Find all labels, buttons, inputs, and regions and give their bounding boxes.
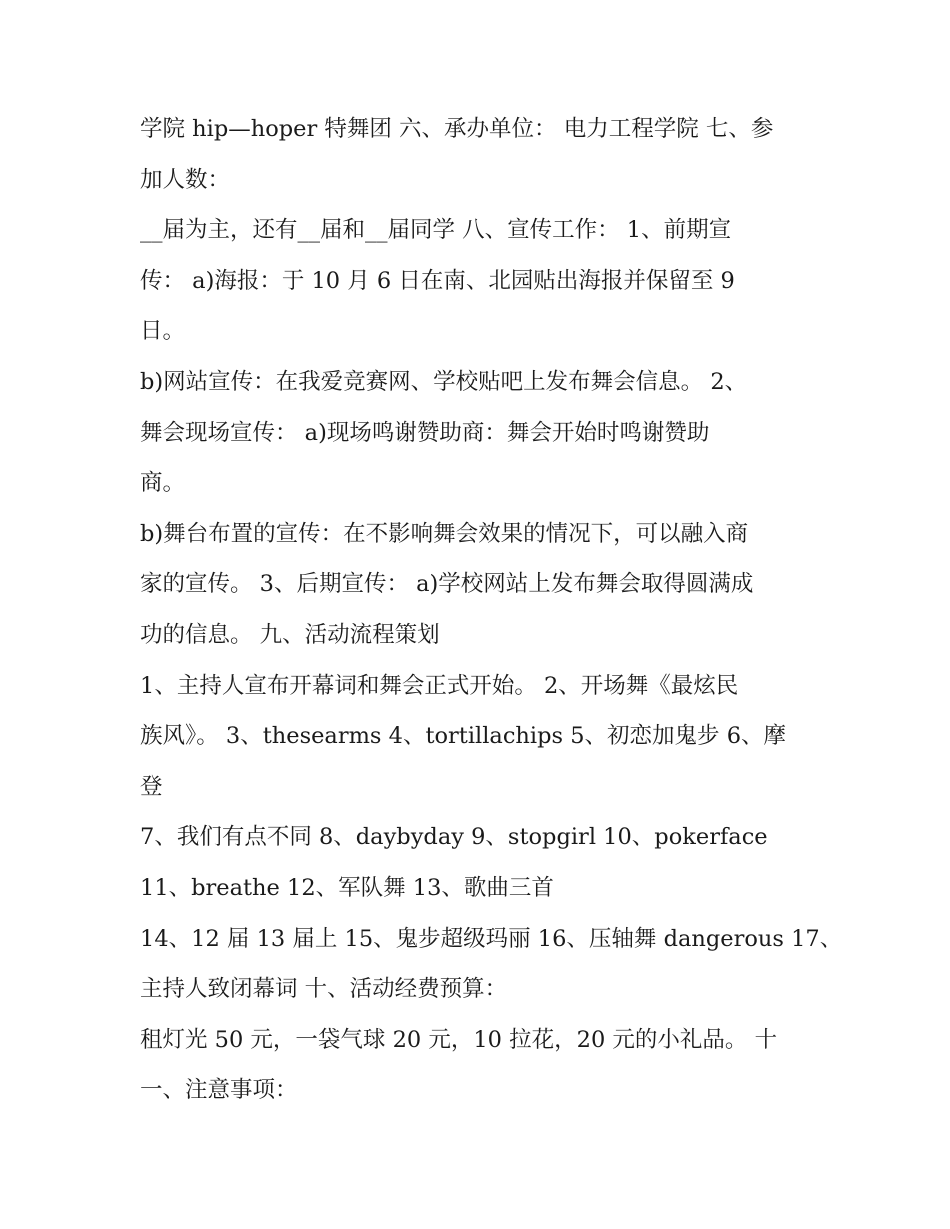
text-line: 租灯光 50 元，一袋气球 20 元，10 拉花，20 元的小礼品。 十 [140, 1026, 778, 1053]
text-line: 登 [140, 773, 163, 800]
text-line: 14、12 届 13 届上 15、鬼步超级玛丽 16、压轴舞 dangerous 17、 [140, 925, 843, 952]
text-line: 传： a)海报：于 10 月 6 日在南、北园贴出海报并保留至 9 [140, 267, 735, 294]
text-line: 一、注意事项： [140, 1077, 298, 1104]
text-line: 主持人致闭幕词 十、活动经费预算： [140, 976, 508, 1003]
text-line: 舞会现场宣传： a)现场鸣谢赞助商：舞会开始时鸣谢赞助 [140, 419, 710, 446]
text-line: __届为主，还有__届和__届同学 八、宣传工作： 1、前期宣 [140, 217, 732, 244]
text-line: 学院 hip—hoper 特舞团 六、承办单位： 电力工程学院 七、参 [140, 116, 774, 142]
text-line: 日。 [140, 318, 186, 345]
text-line: b)舞台布置的宣传：在不影响舞会效果的情况下，可以融入商 [140, 520, 749, 547]
body-text [140, 104, 843, 1116]
text-line: 家的宣传。 3、后期宣传： a)学校网站上发布舞会取得圆满成 [140, 571, 754, 598]
text-line: 1、主持人宣布开幕词和舞会正式开始。 2、开场舞《最炫民 [140, 672, 739, 699]
text-line: 族风》。 3、thesearms 4、tortillachips 5、初恋加鬼步 6、摩 [140, 723, 787, 750]
text-line: 11、breathe 12、军队舞 13、歌曲三首 [140, 874, 554, 901]
text-line: b)网站宣传：在我爱竞赛网、学校贴吧上发布舞会信息。 2、 [140, 368, 748, 395]
text-line: 7、我们有点不同 8、daybyday 9、stopgirl 10、pokerface [140, 824, 768, 851]
text-line: 加人数： [140, 166, 231, 193]
text-line: 商。 [140, 470, 186, 497]
text-line: 功的信息。 九、活动流程策划 [140, 621, 440, 648]
